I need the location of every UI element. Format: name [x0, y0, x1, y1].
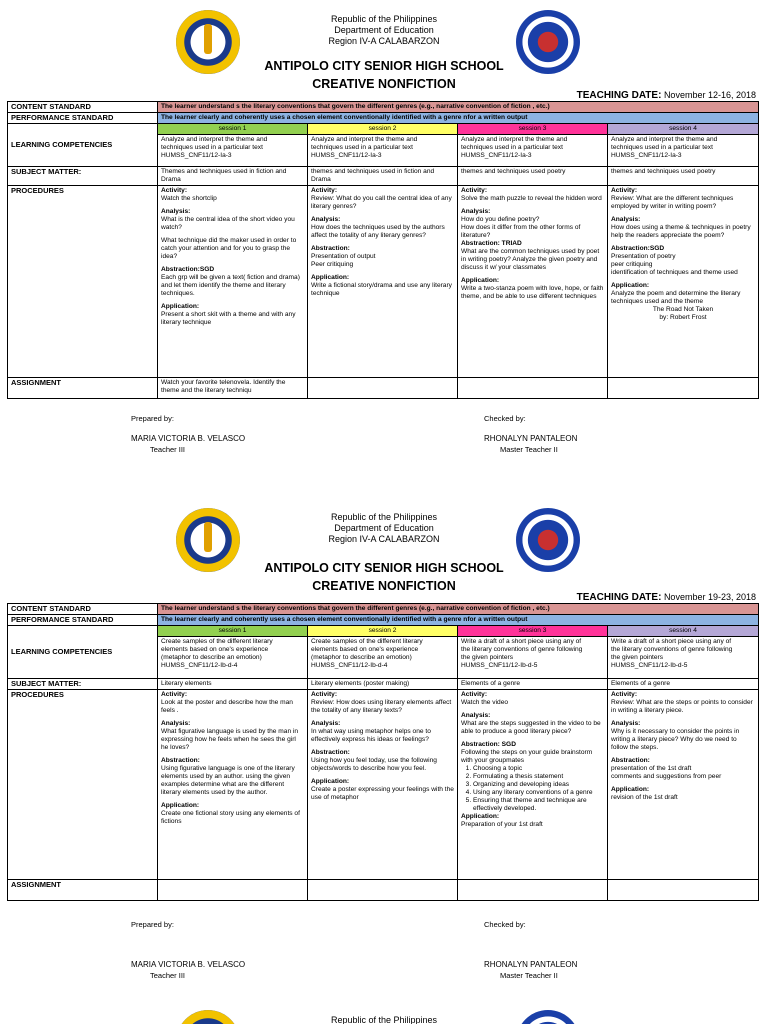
cell-text: 3. Organizing and developing ideas	[473, 781, 604, 789]
cell-text: What technique did the maker used in order to catch your attention and for you to grasp the idea?	[161, 237, 297, 260]
cell-text: techniques used in a particular text	[461, 144, 563, 151]
cell-text: Analysis:	[611, 720, 641, 727]
cell-text: Following the steps on your guide brainstorm with your groupmates	[461, 749, 593, 764]
cell-text: Create a poster expressing your feelings with the use of metaphor	[311, 786, 454, 801]
cell-text: Each grp will be given a text( fiction and drama) and let them identify the theme and literary techniques.	[161, 274, 300, 297]
cell-text: the literary conventions of genre following	[611, 646, 733, 653]
cell-text: How does using a theme & techniques in poetry help the readers appreciate the poem?	[611, 224, 751, 239]
cell-text: Review: What are the steps or points to consider in writing a literary piece.	[611, 699, 753, 714]
cell-text: Review: How does using literary elements affect the totality of any literary texts?	[311, 699, 452, 714]
cell-text: (metaphor to describe an emotion)	[161, 654, 262, 661]
cell-text: Application:	[311, 778, 350, 785]
procedures-session-3	[458, 690, 608, 880]
subject-matter-label: SUBJECT MATTER:	[8, 679, 158, 690]
procedures-label: PROCEDURES	[8, 690, 158, 880]
cell-text: Activity:	[461, 691, 488, 698]
cell-text: Analysis:	[161, 208, 191, 215]
school-name: ANTIPOLO CITY SENIOR HIGH SCHOOL	[264, 561, 504, 575]
cell-text: Preparation of your 1st draft	[461, 821, 543, 828]
session-4-header: session 4	[608, 626, 759, 637]
cell-text: HUMSS_CNF11/12-Ia-3	[311, 152, 382, 159]
cell-text: elements based on one's experience	[161, 646, 269, 653]
cell-text: Activity:	[461, 187, 488, 194]
cell-text: elements based on one's experience	[311, 646, 419, 653]
assignment-session-1: Watch your favorite telenovela. Identify the theme and the literary techniqu	[158, 378, 308, 399]
prepared-by-label: Prepared by:	[131, 920, 174, 929]
cell-text: techniques used in a particular text	[611, 144, 713, 151]
cell-text: Analysis:	[311, 720, 341, 727]
cell-text: What is the central idea of the short video you watch?	[161, 216, 295, 231]
lesson-plan-table	[7, 101, 759, 399]
header-department: Department of Education	[334, 523, 434, 533]
procedures-label: PROCEDURES	[8, 186, 158, 378]
cell-text: Activity:	[161, 187, 188, 194]
checked-by-label: Checked by:	[484, 920, 526, 929]
cell-text: Present a short skit with a theme and with any literary technique	[161, 311, 296, 326]
header-republic: Republic of the Philippines	[330, 512, 438, 522]
teaching-date	[577, 592, 756, 603]
learning-competencies-label: LEARNING COMPETENCIES	[8, 124, 158, 167]
cell-text: revision of the 1st draft	[611, 794, 678, 801]
teaching-date-label: TEACHING DATE:	[576, 90, 662, 101]
header-department: Department of Education	[334, 25, 434, 35]
assignment-session-3	[458, 378, 608, 399]
subject-matter-session-3: Elements of a genre	[458, 679, 608, 690]
cell-text: Analyze and interpret the theme and	[161, 136, 268, 143]
writing-steps-list	[473, 765, 604, 813]
content-standard-label: CONTENT STANDARD	[8, 102, 158, 113]
cell-text: Analyze the poem and determine the literary techniques used and the theme	[611, 290, 741, 305]
subject-matter-session-4: Elements of a genre	[608, 679, 759, 690]
header-republic: Republic of the Philippines	[330, 1015, 438, 1024]
cell-text: The Road Not Taken	[652, 306, 714, 313]
header-republic: Republic of the Philippines	[330, 14, 438, 24]
cell-text: Abstraction:SGD	[161, 266, 215, 273]
session-3-header: session 3	[458, 626, 608, 637]
cell-text: HUMSS_CNF11/12-Ib-d-5	[611, 662, 688, 669]
subject-name: CREATIVE NONFICTION	[312, 579, 456, 593]
teaching-date	[577, 90, 756, 101]
procedures-session-4	[608, 186, 759, 378]
cell-text: Watch the video	[461, 699, 509, 706]
content-standard-text: The learner understand s the literary conventions that govern the different genres (e.g., narrative convention of fiction , etc.)	[158, 102, 759, 113]
cell-text: Analysis:	[161, 720, 191, 727]
assignment-session-1	[158, 880, 308, 901]
cell-text: Write a draft of a short piece using any of	[611, 638, 732, 645]
procedures-session-3	[458, 186, 608, 378]
cell-text: Look at the poster and describe how the man feels .	[161, 699, 293, 714]
school-name: ANTIPOLO CITY SENIOR HIGH SCHOOL	[264, 59, 504, 73]
cell-text: Using figurative language is one of the literary elements used by an author. using the given examples determine what are the different literary elements used by the author.	[161, 765, 295, 796]
subject-matter-session-2: Literary elements (poster making)	[308, 679, 458, 690]
cell-text: techniques used in a particular text	[311, 144, 413, 151]
prepared-by-label: Prepared by:	[131, 414, 174, 423]
procedures-session-1	[158, 186, 308, 378]
cell-text: Abstraction:	[161, 757, 200, 764]
session-4-header: session 4	[608, 124, 759, 135]
checked-by-title: Master Teacher II	[500, 971, 558, 980]
cell-text: (metaphor to describe an emotion)	[311, 654, 412, 661]
cell-text: HUMSS_CNF11/12-Ia-3	[461, 152, 532, 159]
cell-text: HUMSS_CNF11/12-Ia-3	[161, 152, 232, 159]
cell-text: Activity:	[611, 691, 638, 698]
cell-text: Presentation of poetry	[611, 253, 676, 260]
cell-text: Analysis:	[611, 216, 641, 223]
cell-text: Activity:	[611, 187, 638, 194]
performance-standard-text: The learner clearly and coherently uses a chosen element conventionally identified with a genre nfor a written output	[158, 615, 759, 626]
cell-text: Create samples of the different literary	[311, 638, 423, 645]
prepared-by-name: MARIA VICTORIA B. VELASCO	[131, 434, 246, 443]
cell-text: HUMSS_CNF11/12-Ib-d-4	[161, 662, 238, 669]
cell-text: Abstraction:	[311, 749, 350, 756]
cell-text: What are the steps suggested in the video to be able to produce a good literary piece?	[461, 720, 601, 735]
assignment-session-4	[608, 378, 759, 399]
cell-text: HUMSS_CNF11/12-Ib-d-4	[311, 662, 388, 669]
assignment-label: ASSIGNMENT	[8, 880, 158, 901]
cell-text: the given pointers	[611, 654, 664, 661]
cell-text: Review: What are the different techniques employed by writer in writing poem?	[611, 195, 734, 210]
cell-text: HUMSS_CNF11/12-Ia-3	[611, 152, 682, 159]
cell-text: In what way using metaphor helps one to effectively express his ideas or feelings?	[311, 728, 431, 743]
cell-text: Application:	[461, 277, 500, 284]
session-2-header: session 2	[308, 626, 458, 637]
teaching-date-value: November 19-23, 2018	[663, 592, 756, 602]
cell-text: 1. Choosing a topic	[473, 765, 604, 773]
lesson-plan-table	[7, 603, 759, 901]
cell-text: HUMSS_CNF11/12-Ib-d-5	[461, 662, 538, 669]
assignment-label: ASSIGNMENT	[8, 378, 158, 399]
prepared-by-title: Teacher III	[150, 445, 186, 454]
procedures-session-2	[308, 690, 458, 880]
cell-text: Application:	[461, 813, 500, 820]
assignment-session-2	[308, 880, 458, 901]
cell-text: Analyze and interpret the theme and	[311, 136, 418, 143]
cell-text: techniques used in a particular text	[161, 144, 263, 151]
cell-text: Solve the math puzzle to reveal the hidden word	[461, 195, 602, 202]
cell-text: Activity:	[311, 187, 338, 194]
cell-text: Watch the shortclip	[161, 195, 217, 202]
cell-text: What are the common techniques used by poet in writing poetry? Analyze the given poetry and discuss it w/ your classmates	[461, 248, 600, 271]
learning-competencies-label: LEARNING COMPETENCIES	[8, 626, 158, 679]
competency-session-4	[608, 637, 759, 679]
cell-text: Create samples of the different literary	[161, 638, 273, 645]
subject-matter-session-2: themes and techniques used in fiction and Drama	[308, 167, 458, 186]
teaching-date-value: November 12-16, 2018	[663, 90, 756, 100]
subject-matter-session-1: Themes and techniques used in fiction and Drama	[158, 167, 308, 186]
cell-text: identification of techniques and theme used	[611, 269, 738, 276]
cell-text: Application:	[611, 282, 650, 289]
session-2-header: session 2	[308, 124, 458, 135]
subject-matter-session-3: themes and techniques used poetry	[458, 167, 608, 186]
checked-by-name: RHONALYN PANTALEON	[484, 960, 578, 969]
cell-text: by: Robert Frost	[659, 314, 707, 321]
performance-standard-text: The learner clearly and coherently uses a chosen element conventionally identified with a genre nfor a written output	[158, 113, 759, 124]
cell-text: Application:	[161, 303, 200, 310]
cell-text: Using how you feel today, use the following objects/words to describe how you feel.	[311, 757, 437, 772]
prepared-by-name: MARIA VICTORIA B. VELASCO	[131, 960, 246, 969]
cell-text: Analyze and interpret the theme and	[611, 136, 718, 143]
assignment-session-3	[458, 880, 608, 901]
cell-text: 4. Using any literary conventions of a genre	[473, 789, 604, 797]
cell-text: How does the techniques used by the authors affect the totality of any literary genres?	[311, 224, 445, 239]
competency-session-2	[308, 135, 458, 167]
performance-standard-label: PERFORMANCE STANDARD	[8, 113, 158, 124]
cell-text: 5. Ensuring that theme and technique are effectively developed.	[473, 797, 604, 813]
cell-text: Application:	[161, 802, 200, 809]
performance-standard-label: PERFORMANCE STANDARD	[8, 615, 158, 626]
session-3-header: session 3	[458, 124, 608, 135]
cell-text: Application:	[611, 786, 650, 793]
checked-by-label: Checked by:	[484, 414, 526, 423]
competency-session-3	[458, 637, 608, 679]
cell-text: Peer critiquing	[311, 261, 354, 268]
subject-name: CREATIVE NONFICTION	[312, 77, 456, 91]
cell-text: Abstraction: TRIAD	[461, 240, 522, 247]
session-1-header: session 1	[158, 124, 308, 135]
procedures-session-1	[158, 690, 308, 880]
session-1-header: session 1	[158, 626, 308, 637]
cell-text: Analysis:	[311, 216, 341, 223]
cell-text: Why is it necessary to consider the points in writing a literary piece? Why do we need to follow the steps.	[611, 728, 740, 751]
cell-text: Analysis:	[461, 208, 491, 215]
cell-text: Review: What do you call the central idea of any literary genres?	[311, 195, 452, 210]
competency-session-2	[308, 637, 458, 679]
cell-text: Abstraction: SGD	[461, 741, 516, 748]
cell-text: Abstraction:	[311, 245, 350, 252]
prepared-by-title: Teacher III	[150, 971, 186, 980]
cell-text: Write a fictional story/drama and use any literary technique	[311, 282, 452, 297]
content-standard-label: CONTENT STANDARD	[8, 604, 158, 615]
cell-text: Activity:	[161, 691, 188, 698]
cell-text: How do you define poetry?	[461, 216, 540, 223]
cell-text: How does it differ from the other forms of literature?	[461, 224, 581, 239]
header-region: Region IV-A CALABARZON	[328, 534, 440, 544]
cell-text: What figurative language is used by the man in expressing how he feels when he sees the girl he loves?	[161, 728, 299, 751]
cell-text: the given pointers	[461, 654, 514, 661]
cell-text: Write a two-stanza poem with love, hope, or faith theme, and be able to use different techniques	[461, 285, 604, 300]
competency-session-4	[608, 135, 759, 167]
procedures-session-2	[308, 186, 458, 378]
teaching-date-label: TEACHING DATE:	[576, 592, 662, 603]
cell-text: Analyze and interpret the theme and	[461, 136, 568, 143]
cell-text: Abstraction:SGD	[611, 245, 665, 252]
cell-text: Analysis:	[461, 712, 491, 719]
procedures-session-4	[608, 690, 759, 880]
cell-text: peer critiquing	[611, 261, 653, 268]
cell-text: Abstraction:	[611, 757, 650, 764]
competency-session-1	[158, 637, 308, 679]
cell-text: Write a draft of a short piece using any of	[461, 638, 582, 645]
cell-text: Activity:	[311, 691, 338, 698]
assignment-session-2	[308, 378, 458, 399]
cell-text: Create one fictional story using any elements of fictions	[161, 810, 300, 825]
competency-session-1	[158, 135, 308, 167]
cell-text: presentation of the 1st draft	[611, 765, 692, 772]
competency-session-3	[458, 135, 608, 167]
subject-matter-label: SUBJECT MATTER:	[8, 167, 158, 186]
checked-by-name: RHONALYN PANTALEON	[484, 434, 578, 443]
content-standard-text: The learner understand s the literary conventions that govern the different genres (e.g., narrative convention of fiction , etc.)	[158, 604, 759, 615]
header-region: Region IV-A CALABARZON	[328, 36, 440, 46]
cell-text: 2. Formulating a thesis statement	[473, 773, 604, 781]
cell-text: the literary conventions of genre following	[461, 646, 583, 653]
assignment-session-4	[608, 880, 759, 901]
subject-matter-session-4: themes and techniques used poetry	[608, 167, 759, 186]
cell-text: Application:	[311, 274, 350, 281]
checked-by-title: Master Teacher II	[500, 445, 558, 454]
cell-text: Presentation of output	[311, 253, 376, 260]
subject-matter-session-1: Literary elements	[158, 679, 308, 690]
cell-text: comments and suggestions from peer	[611, 773, 722, 780]
